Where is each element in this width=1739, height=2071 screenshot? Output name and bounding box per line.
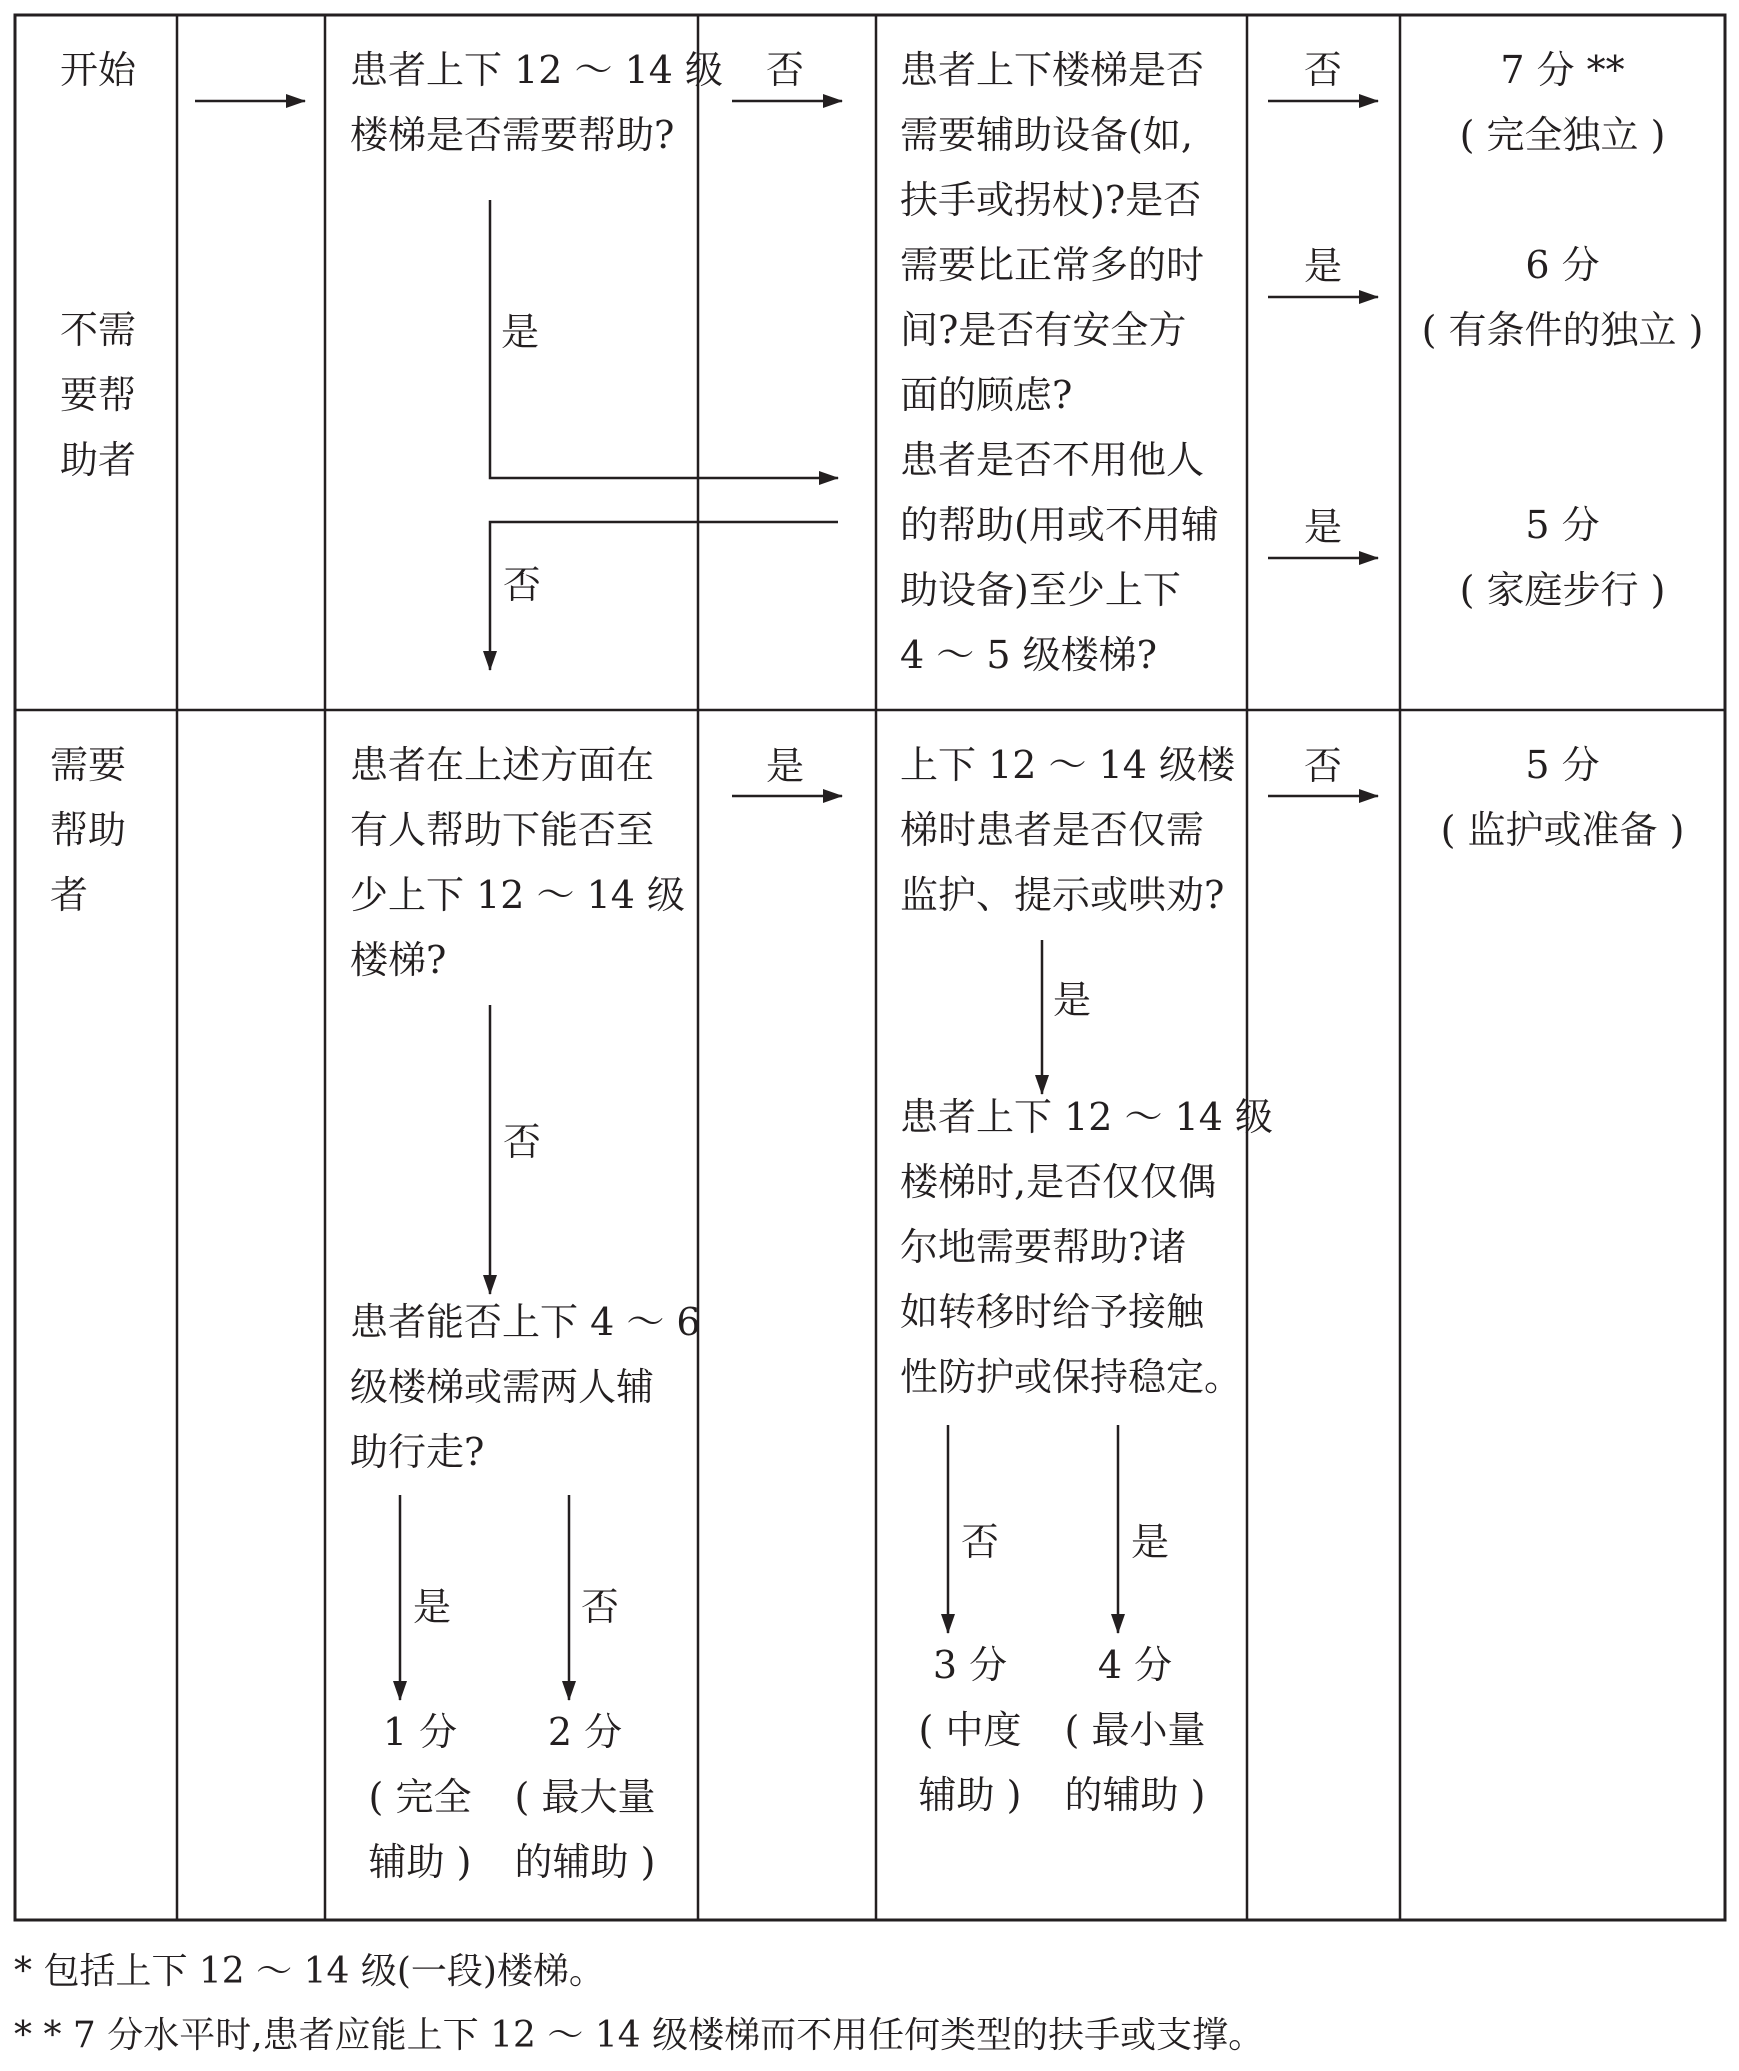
arrow-label-no: 否 [961, 1520, 1000, 1564]
arrow-label-no: 否 [1304, 48, 1343, 92]
question-four-to-six-steps: 患者能否上下 4 ～ 6 级楼梯或需两人辅 助行走? [350, 1300, 701, 1474]
question-needs-help: 患者上下 12 ～ 14 级 楼梯是否需要帮助? [350, 48, 724, 157]
score-7-complete-independence: 7 分 ** ( 完全独立 ) [1459, 48, 1666, 157]
score-1-total-assistance: 1 分 ( 完全 辅助 ) [368, 1710, 472, 1884]
arrow-label-yes: 是 [1131, 1520, 1170, 1564]
group-label-no-help: 不需 要帮 助者 [60, 308, 137, 482]
arrow-q1-yes [490, 200, 838, 478]
score-5-household: 5 分 ( 家庭步行 ) [1459, 503, 1666, 612]
score-6-modified-independence: 6 分 ( 有条件的独立 ) [1421, 243, 1704, 352]
question-with-help: 患者在上述方面在 有人帮助下能否至 少上下 12 ～ 14 级 楼梯? [350, 743, 686, 982]
arrow-label-no: 否 [1304, 744, 1343, 788]
arrow-label-yes: 是 [1304, 244, 1343, 288]
arrow-label-yes: 是 [413, 1585, 452, 1629]
arrow-home-no [490, 522, 838, 670]
group-label-needs-help: 需要 帮助 者 [50, 743, 127, 917]
footnote-1: * 包括上下 12 ～ 14 级(一段)楼梯。 [14, 1951, 605, 1992]
arrow-label-yes: 是 [1304, 505, 1343, 549]
footnote-2: * * 7 分水平时,患者应能上下 12 ～ 14 级楼梯而不用任何类型的扶手或支撑。 [14, 2015, 1265, 2056]
arrow-label-no: 否 [503, 1120, 542, 1164]
question-household-stairs: 患者是否不用他人 的帮助(用或不用辅 助设备)至少上下 4 ～ 5 级楼梯? [900, 438, 1219, 677]
question-supervision-only: 上下 12 ～ 14 级楼 梯时患者是否仅需 监护、提示或哄劝? [900, 743, 1236, 917]
arrow-label-no: 否 [503, 563, 542, 607]
arrow-label-yes: 是 [501, 310, 540, 354]
score-4-minimal-assistance: 4 分 ( 最小量 的辅助 ) [1064, 1643, 1206, 1817]
question-occasional-help: 患者上下 12 ～ 14 级 楼梯时,是否仅仅偶 尔地需要帮助?诸 如转移时给予接触 性防护或保持稳定。 [900, 1095, 1274, 1399]
arrow-label-no: 否 [766, 48, 805, 92]
question-assistive-device: 患者上下楼梯是否 需要辅助设备(如, 扶手或拐杖)?是否 需要比正常多的时 间?是否有安全方 面的顾虑? [900, 48, 1205, 417]
arrow-label-yes: 是 [766, 744, 805, 788]
start-label: 开始 [60, 48, 137, 92]
arrow-label-no: 否 [581, 1585, 620, 1629]
score-3-moderate-assistance: 3 分 ( 中度 辅助 ) [918, 1643, 1022, 1817]
arrow-label-yes: 是 [1053, 978, 1092, 1022]
score-5-supervision: 5 分 ( 监护或准备 ) [1440, 743, 1685, 852]
score-2-maximal-assistance: 2 分 ( 最大量 的辅助 ) [514, 1710, 656, 1884]
